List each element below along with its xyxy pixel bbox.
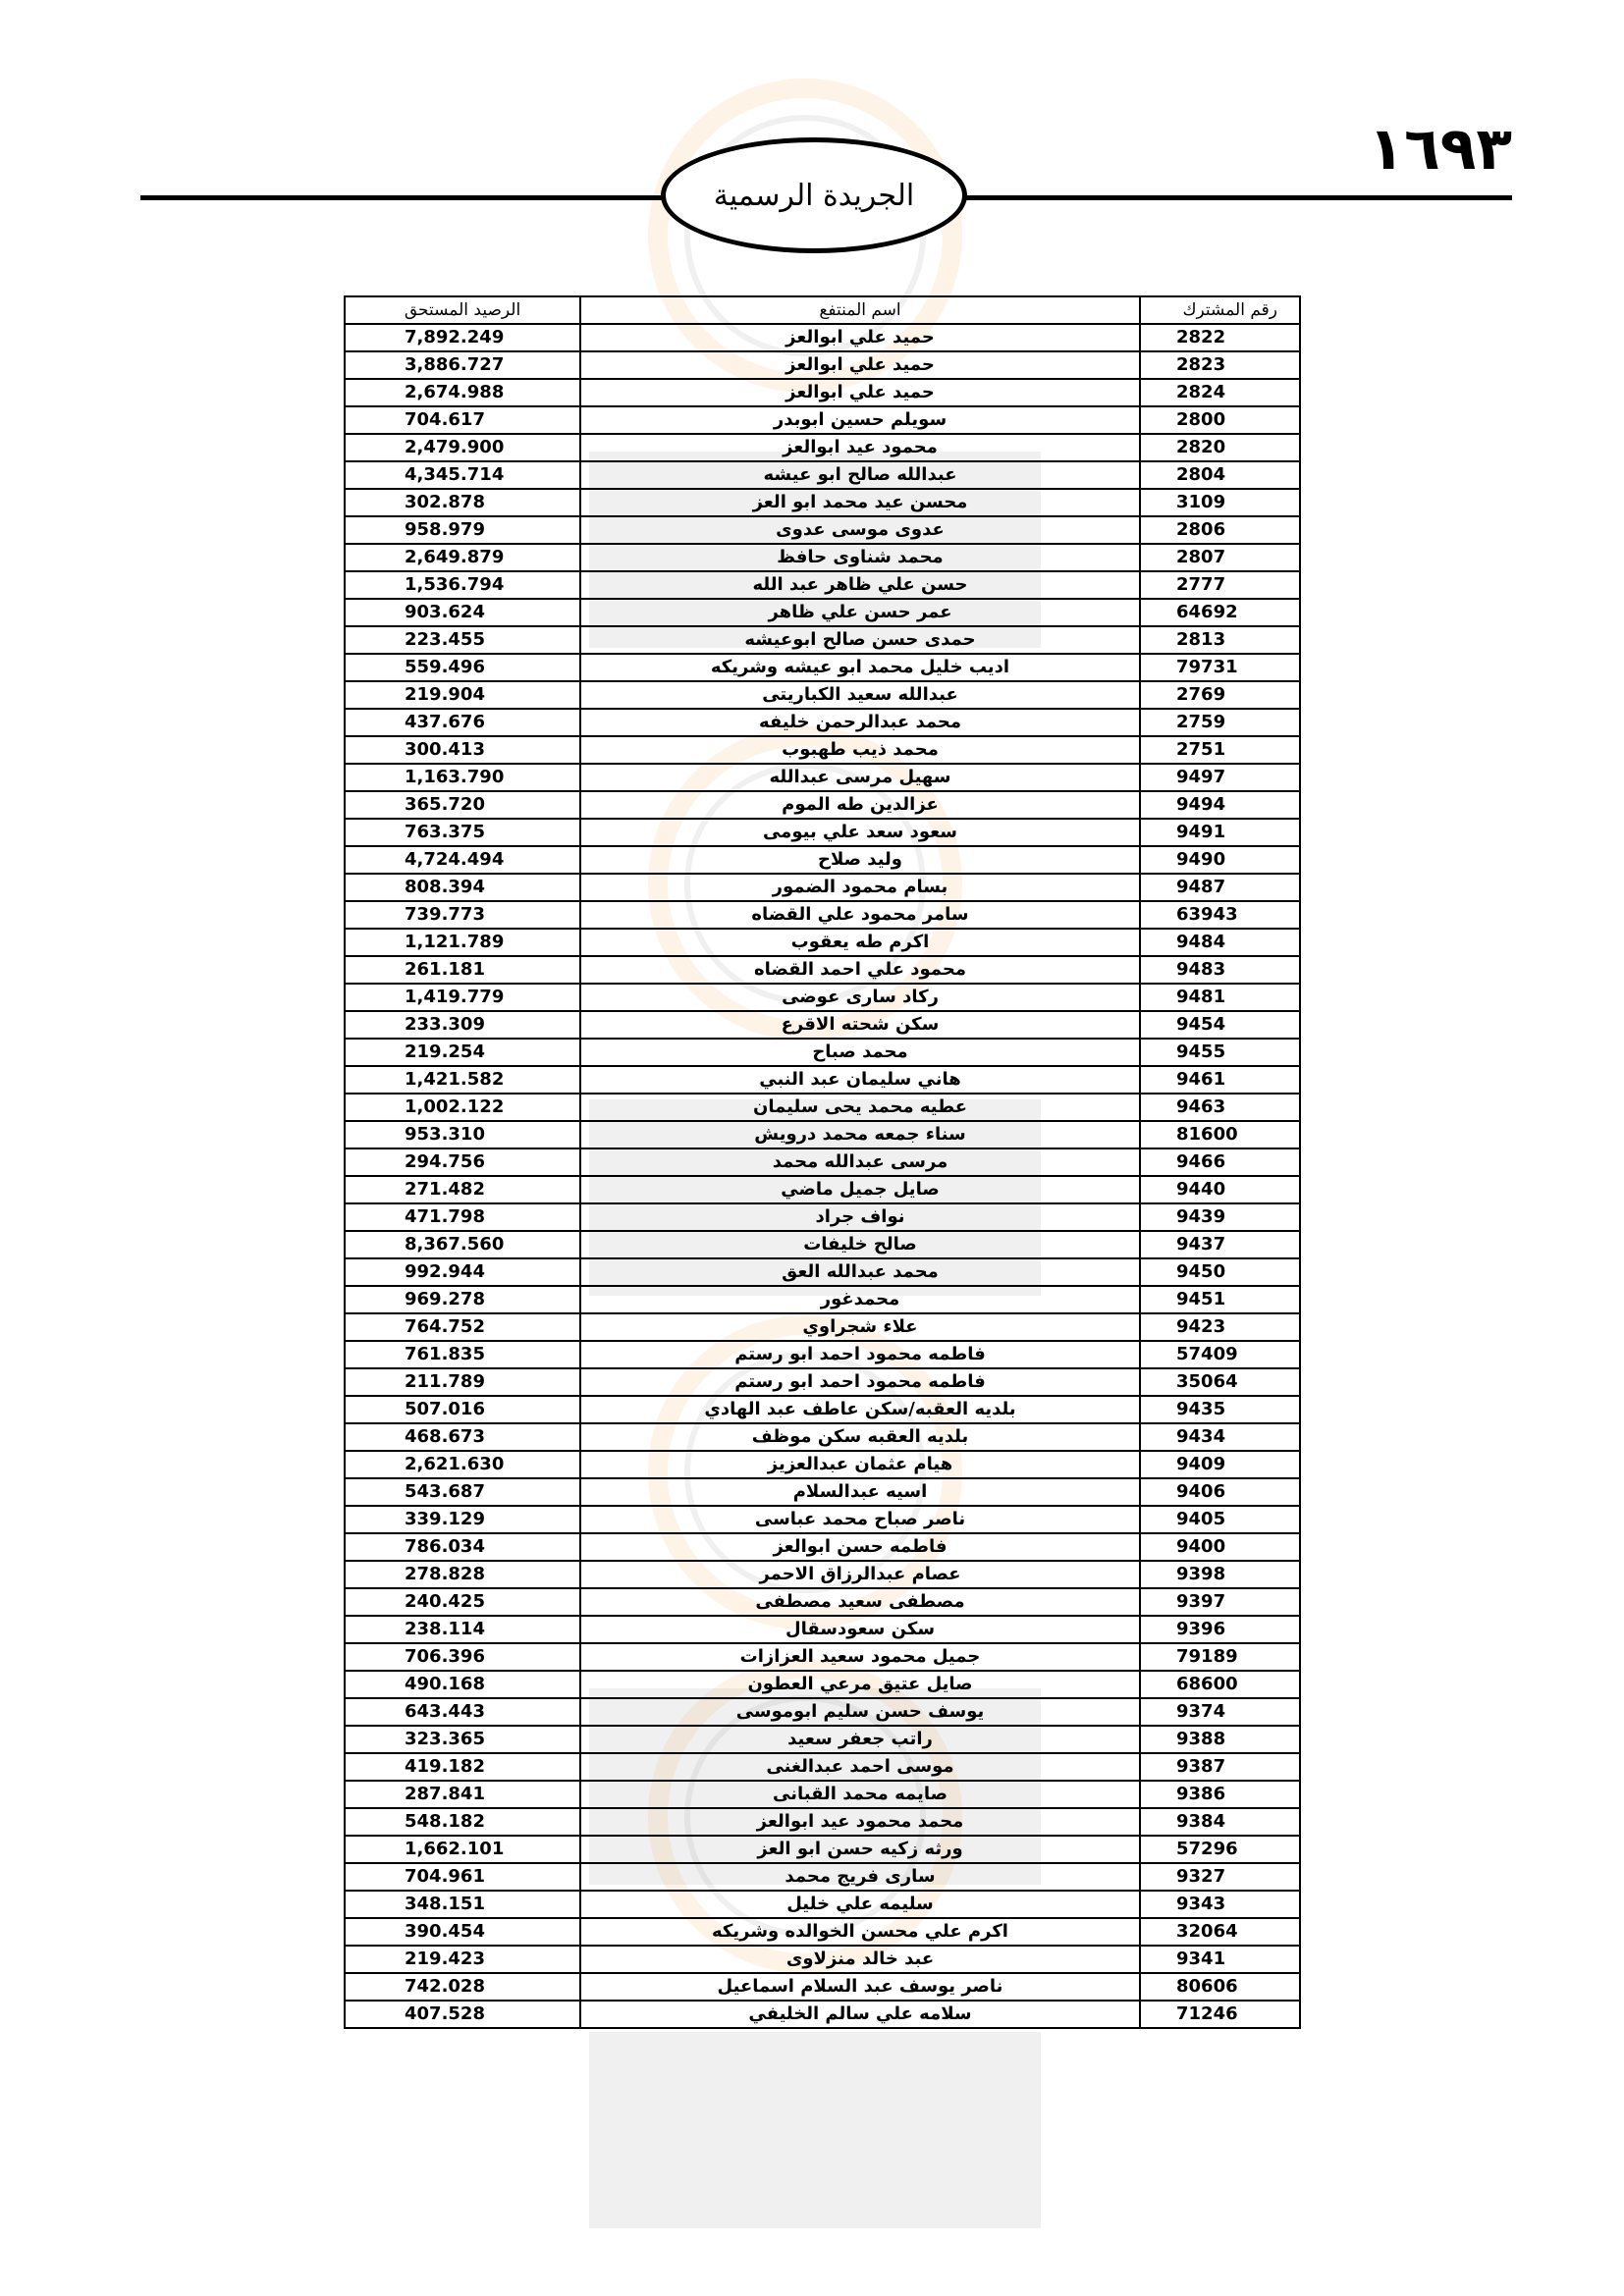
beneficiary-name-cell: عمر حسن علي ظاهر — [580, 599, 1140, 626]
beneficiary-name-cell: فاطمه محمود احمد ابو رستم — [580, 1341, 1140, 1368]
beneficiary-name-cell: صايمه محمد القبانى — [580, 1781, 1140, 1808]
account-number-cell: 9490 — [1140, 846, 1300, 874]
table-row — [345, 1286, 1300, 1313]
balance-cell: 1,536.794 — [345, 571, 580, 599]
table-row — [345, 1341, 1300, 1368]
balance-cell: 969.278 — [345, 1286, 580, 1313]
beneficiary-name-cell: عبدالله صالح ابو عيشه — [580, 461, 1140, 489]
beneficiary-name-cell: ورثه زكيه حسن ابو العز — [580, 1836, 1140, 1863]
beneficiary-name-cell: سامر محمود علي القضاه — [580, 901, 1140, 929]
table-row — [345, 1094, 1300, 1121]
beneficiary-name-cell: صايل جميل ماضي — [580, 1176, 1140, 1203]
table-row — [345, 1478, 1300, 1506]
table-body — [345, 324, 1300, 2028]
account-number-cell: 35064 — [1140, 1368, 1300, 1396]
table-row — [345, 1781, 1300, 1808]
table-row — [345, 1533, 1300, 1561]
account-number-cell: 9487 — [1140, 874, 1300, 901]
balance-cell: 468.673 — [345, 1423, 580, 1451]
balance-cell: 8,367.560 — [345, 1231, 580, 1258]
balance-cell: 7,892.249 — [345, 324, 580, 351]
beneficiary-name-cell: عصام عبدالرزاق الاحمر — [580, 1561, 1140, 1588]
balance-cell: 300.413 — [345, 736, 580, 764]
beneficiary-name-cell: حميد علي ابوالعز — [580, 379, 1140, 406]
beneficiary-name-cell: نواف جراد — [580, 1203, 1140, 1231]
balance-cell: 559.496 — [345, 654, 580, 681]
account-number-cell: 2822 — [1140, 324, 1300, 351]
table-row — [345, 2001, 1300, 2028]
beneficiary-name-cell: عدوى موسى عدوى — [580, 516, 1140, 544]
beneficiary-name-cell: جميل محمود سعيد العزازات — [580, 1643, 1140, 1671]
beneficiary-name-cell: موسى احمد عبدالغنى — [580, 1753, 1140, 1781]
account-number-cell: 9341 — [1140, 1946, 1300, 1973]
account-number-cell: 9484 — [1140, 929, 1300, 956]
table-row — [345, 1258, 1300, 1286]
table-row — [345, 874, 1300, 901]
account-number-cell: 2800 — [1140, 406, 1300, 434]
table-row — [345, 1616, 1300, 1643]
beneficiary-name-cell: محمد عبدالرحمن خليفه — [580, 709, 1140, 736]
account-number-cell: 9435 — [1140, 1396, 1300, 1423]
account-number-cell: 9440 — [1140, 1176, 1300, 1203]
account-number-cell: 2824 — [1140, 379, 1300, 406]
beneficiary-name-cell: ركاد سارى عوضى — [580, 984, 1140, 1011]
beneficiary-name-cell: حميد علي ابوالعز — [580, 324, 1140, 351]
beneficiary-name-cell: محسن عيد محمد ابو العز — [580, 489, 1140, 516]
beneficiary-name-cell: مصطفى سعيد مصطفى — [580, 1588, 1140, 1616]
table-row — [345, 571, 1300, 599]
balance-cell: 240.425 — [345, 1588, 580, 1616]
beneficiary-name-cell: بلديه العقبه/سكن عاطف عبد الهادي — [580, 1396, 1140, 1423]
beneficiary-name-cell: سلامه علي سالم الخليفي — [580, 2001, 1140, 2028]
account-number-cell: 3109 — [1140, 489, 1300, 516]
table-row — [345, 681, 1300, 709]
account-number-cell: 64692 — [1140, 599, 1300, 626]
beneficiary-name-cell: سويلم حسين ابوبدر — [580, 406, 1140, 434]
balance-cell: 390.454 — [345, 1918, 580, 1946]
account-number-cell: 2777 — [1140, 571, 1300, 599]
beneficiary-name-cell: فاطمه حسن ابوالعز — [580, 1533, 1140, 1561]
beneficiary-name-cell: وليد صلاح — [580, 846, 1140, 874]
beneficiary-name-cell: حمدى حسن صالح ابوعيشه — [580, 626, 1140, 654]
table-row — [345, 1066, 1300, 1094]
account-number-cell: 9374 — [1140, 1698, 1300, 1726]
table-row — [345, 984, 1300, 1011]
balance-cell: 643.443 — [345, 1698, 580, 1726]
account-number-cell: 2813 — [1140, 626, 1300, 654]
beneficiary-name-cell: صايل عتيق مرعي العطون — [580, 1671, 1140, 1698]
account-number-cell: 68600 — [1140, 1671, 1300, 1698]
account-number-cell: 9405 — [1140, 1506, 1300, 1533]
beneficiary-name-cell: سعود سعد علي بيومى — [580, 819, 1140, 846]
balance-cell: 543.687 — [345, 1478, 580, 1506]
balance-cell: 786.034 — [345, 1533, 580, 1561]
account-number-cell: 2751 — [1140, 736, 1300, 764]
account-number-cell: 9439 — [1140, 1203, 1300, 1231]
beneficiary-name-cell: محمدغور — [580, 1286, 1140, 1313]
balance-cell: 233.309 — [345, 1011, 580, 1039]
account-number-cell: 9494 — [1140, 791, 1300, 819]
beneficiary-name-cell: حميد علي ابوالعز — [580, 351, 1140, 379]
beneficiary-name-cell: عبد خالد منزلاوى — [580, 1946, 1140, 1973]
beneficiary-name-cell: اكرم علي محسن الخوالده وشريكه — [580, 1918, 1140, 1946]
beneficiary-name-cell: بسام محمود الضمور — [580, 874, 1140, 901]
balance-cell: 238.114 — [345, 1616, 580, 1643]
table-row — [345, 956, 1300, 984]
table-row — [345, 1836, 1300, 1863]
account-number-cell: 79731 — [1140, 654, 1300, 681]
balance-cell: 903.624 — [345, 599, 580, 626]
balance-cell: 294.756 — [345, 1148, 580, 1176]
table-row — [345, 516, 1300, 544]
account-number-cell: 79189 — [1140, 1643, 1300, 1671]
account-number-cell: 57296 — [1140, 1836, 1300, 1863]
table-row — [345, 764, 1300, 791]
table-row — [345, 1588, 1300, 1616]
beneficiary-name-cell: سكن شحته الاقرع — [580, 1011, 1140, 1039]
balance-cell: 419.182 — [345, 1753, 580, 1781]
balance-cell: 471.798 — [345, 1203, 580, 1231]
account-number-cell: 9387 — [1140, 1753, 1300, 1781]
beneficiary-name-cell: سناء جمعه محمد درويش — [580, 1121, 1140, 1148]
header-account-number: رقم المشترك — [1140, 296, 1300, 324]
account-number-cell: 9423 — [1140, 1313, 1300, 1341]
balance-cell: 2,674.988 — [345, 379, 580, 406]
account-number-cell: 9451 — [1140, 1286, 1300, 1313]
balance-cell: 339.129 — [345, 1506, 580, 1533]
table-row — [345, 846, 1300, 874]
table-row — [345, 1451, 1300, 1478]
account-number-cell: 9481 — [1140, 984, 1300, 1011]
beneficiary-name-cell: ناصر يوسف عبد السلام اسماعيل — [580, 1973, 1140, 2001]
balance-cell: 219.904 — [345, 681, 580, 709]
table-row — [345, 1313, 1300, 1341]
table-row — [345, 1368, 1300, 1396]
account-number-cell: 63943 — [1140, 901, 1300, 929]
balance-cell: 271.482 — [345, 1176, 580, 1203]
account-number-cell: 9406 — [1140, 1478, 1300, 1506]
table-row — [345, 544, 1300, 571]
table-row — [345, 1946, 1300, 1973]
balances-table — [344, 295, 1301, 2029]
account-number-cell: 9386 — [1140, 1781, 1300, 1808]
account-number-cell: 9384 — [1140, 1808, 1300, 1836]
table-row — [345, 489, 1300, 516]
table-row — [345, 1671, 1300, 1698]
balance-cell: 2,649.879 — [345, 544, 580, 571]
beneficiary-name-cell: سكن سعودسقال — [580, 1616, 1140, 1643]
table-row — [345, 1891, 1300, 1918]
balance-cell: 223.455 — [345, 626, 580, 654]
balance-cell: 4,724.494 — [345, 846, 580, 874]
beneficiary-name-cell: فاطمه محمود احمد ابو رستم — [580, 1368, 1140, 1396]
balance-cell: 992.944 — [345, 1258, 580, 1286]
table-row — [345, 929, 1300, 956]
balance-cell: 219.423 — [345, 1946, 580, 1973]
page-number: ١٦٩٣ — [1368, 115, 1512, 184]
balance-cell: 953.310 — [345, 1121, 580, 1148]
account-number-cell: 2759 — [1140, 709, 1300, 736]
beneficiary-name-cell: صالح خليفات — [580, 1231, 1140, 1258]
balance-cell: 763.375 — [345, 819, 580, 846]
balance-cell: 507.016 — [345, 1396, 580, 1423]
beneficiary-name-cell: سليمه علي خليل — [580, 1891, 1140, 1918]
table-row — [345, 1203, 1300, 1231]
balance-cell: 704.617 — [345, 406, 580, 434]
account-number-cell: 9466 — [1140, 1148, 1300, 1176]
beneficiary-name-cell: ناصر صباح محمد عباسى — [580, 1506, 1140, 1533]
beneficiary-name-cell: محمد شناوى حافظ — [580, 544, 1140, 571]
balance-cell: 490.168 — [345, 1671, 580, 1698]
account-number-cell: 9450 — [1140, 1258, 1300, 1286]
account-number-cell: 80606 — [1140, 1973, 1300, 2001]
table-row — [345, 324, 1300, 351]
account-number-cell: 57409 — [1140, 1341, 1300, 1368]
beneficiary-name-cell: محمود علي احمد القضاه — [580, 956, 1140, 984]
table-row — [345, 1148, 1300, 1176]
balance-cell: 3,886.727 — [345, 351, 580, 379]
balance-cell: 348.151 — [345, 1891, 580, 1918]
table-row — [345, 791, 1300, 819]
balance-cell: 808.394 — [345, 874, 580, 901]
table-row — [345, 1423, 1300, 1451]
gazette-title: الجريدة الرسمية — [713, 178, 915, 213]
table-header-row — [345, 296, 1300, 324]
account-number-cell: 9400 — [1140, 1533, 1300, 1561]
beneficiary-name-cell: اسيه عبدالسلام — [580, 1478, 1140, 1506]
balance-cell: 1,163.790 — [345, 764, 580, 791]
balance-cell: 706.396 — [345, 1643, 580, 1671]
table-row — [345, 1506, 1300, 1533]
account-number-cell: 9434 — [1140, 1423, 1300, 1451]
beneficiary-name-cell: محمد ذيب طهبوب — [580, 736, 1140, 764]
beneficiary-name-cell: عطيه محمد يحى سليمان — [580, 1094, 1140, 1121]
account-number-cell: 9409 — [1140, 1451, 1300, 1478]
account-number-cell: 9454 — [1140, 1011, 1300, 1039]
balance-cell: 287.841 — [345, 1781, 580, 1808]
balance-cell: 407.528 — [345, 2001, 580, 2028]
account-number-cell: 9437 — [1140, 1231, 1300, 1258]
balance-cell: 278.828 — [345, 1561, 580, 1588]
table-row — [345, 901, 1300, 929]
beneficiary-name-cell: علاء شجراوي — [580, 1313, 1140, 1341]
table-row — [345, 1698, 1300, 1726]
table-row — [345, 1561, 1300, 1588]
account-number-cell: 9396 — [1140, 1616, 1300, 1643]
table-row — [345, 406, 1300, 434]
balance-cell: 761.835 — [345, 1341, 580, 1368]
account-number-cell: 2823 — [1140, 351, 1300, 379]
account-number-cell: 2769 — [1140, 681, 1300, 709]
table-row — [345, 654, 1300, 681]
balance-cell: 365.720 — [345, 791, 580, 819]
account-number-cell: 9343 — [1140, 1891, 1300, 1918]
balance-cell: 764.752 — [345, 1313, 580, 1341]
table-row — [345, 1918, 1300, 1946]
balance-cell: 548.182 — [345, 1808, 580, 1836]
balance-cell: 302.878 — [345, 489, 580, 516]
beneficiary-name-cell: هاني سليمان عبد النبي — [580, 1066, 1140, 1094]
beneficiary-name-cell: اديب خليل محمد ابو عيشه وشريكه — [580, 654, 1140, 681]
table-row — [345, 1396, 1300, 1423]
balance-cell: 1,421.582 — [345, 1066, 580, 1094]
account-number-cell: 9398 — [1140, 1561, 1300, 1588]
account-number-cell: 9497 — [1140, 764, 1300, 791]
table-row — [345, 1011, 1300, 1039]
beneficiary-name-cell: هيام عثمان عبدالعزيز — [580, 1451, 1140, 1478]
balance-cell: 1,121.789 — [345, 929, 580, 956]
beneficiary-name-cell: محمد عبدالله العق — [580, 1258, 1140, 1286]
table-row — [345, 819, 1300, 846]
account-number-cell: 81600 — [1140, 1121, 1300, 1148]
balance-cell: 4,345.714 — [345, 461, 580, 489]
table-row — [345, 1121, 1300, 1148]
table-row — [345, 461, 1300, 489]
account-number-cell: 2807 — [1140, 544, 1300, 571]
account-number-cell: 9388 — [1140, 1726, 1300, 1753]
table-row — [345, 1231, 1300, 1258]
beneficiary-name-cell: سهيل مرسى عبدالله — [580, 764, 1140, 791]
table-row — [345, 351, 1300, 379]
balance-cell: 2,621.630 — [345, 1451, 580, 1478]
balance-cell: 261.181 — [345, 956, 580, 984]
account-number-cell: 9461 — [1140, 1066, 1300, 1094]
table-row — [345, 1643, 1300, 1671]
account-number-cell: 2806 — [1140, 516, 1300, 544]
beneficiary-name-cell: عبدالله سعيد الكباريتى — [580, 681, 1140, 709]
balance-cell: 739.773 — [345, 901, 580, 929]
balance-cell: 704.961 — [345, 1863, 580, 1891]
account-number-cell: 9455 — [1140, 1039, 1300, 1066]
beneficiary-name-cell: عزالدين طه الموم — [580, 791, 1140, 819]
beneficiary-name-cell: حسن علي ظاهر عبد الله — [580, 571, 1140, 599]
table-row — [345, 1039, 1300, 1066]
header-beneficiary-name: اسم المنتفع — [580, 296, 1140, 324]
beneficiary-name-cell: اكرم طه يعقوب — [580, 929, 1140, 956]
beneficiary-name-cell: راتب جعفر سعيد — [580, 1726, 1140, 1753]
account-number-cell: 71246 — [1140, 2001, 1300, 2028]
account-number-cell: 2820 — [1140, 434, 1300, 461]
beneficiary-name-cell: بلديه العقبه سكن موظف — [580, 1423, 1140, 1451]
table-row — [345, 379, 1300, 406]
table-row — [345, 1176, 1300, 1203]
balance-cell: 1,662.101 — [345, 1836, 580, 1863]
account-number-cell: 2804 — [1140, 461, 1300, 489]
table-row — [345, 1726, 1300, 1753]
beneficiary-name-cell: يوسف حسن سليم ابوموسى — [580, 1698, 1140, 1726]
account-number-cell: 9463 — [1140, 1094, 1300, 1121]
balance-cell: 742.028 — [345, 1973, 580, 2001]
account-number-cell: 9491 — [1140, 819, 1300, 846]
header-balance-due: الرصيد المستحق — [345, 296, 580, 324]
table-row — [345, 736, 1300, 764]
table-row — [345, 434, 1300, 461]
beneficiary-name-cell: محمد محمود عيد ابوالعز — [580, 1808, 1140, 1836]
table-row — [345, 599, 1300, 626]
balance-cell: 219.254 — [345, 1039, 580, 1066]
balance-cell: 1,419.779 — [345, 984, 580, 1011]
beneficiary-name-cell: محمود عيد ابوالعز — [580, 434, 1140, 461]
beneficiary-name-cell: محمد صباح — [580, 1039, 1140, 1066]
table-row — [345, 1863, 1300, 1891]
beneficiary-name-cell: سارى فريج محمد — [580, 1863, 1140, 1891]
gazette-title-oval — [661, 137, 967, 253]
table-row — [345, 1753, 1300, 1781]
account-number-cell: 9327 — [1140, 1863, 1300, 1891]
table-row — [345, 1973, 1300, 2001]
account-number-cell: 9397 — [1140, 1588, 1300, 1616]
balance-cell: 1,002.122 — [345, 1094, 580, 1121]
balance-cell: 437.676 — [345, 709, 580, 736]
balance-cell: 2,479.900 — [345, 434, 580, 461]
balance-cell: 323.365 — [345, 1726, 580, 1753]
balance-cell: 211.789 — [345, 1368, 580, 1396]
table-row — [345, 626, 1300, 654]
account-number-cell: 32064 — [1140, 1918, 1300, 1946]
balance-cell: 958.979 — [345, 516, 580, 544]
table-row — [345, 1808, 1300, 1836]
account-number-cell: 9483 — [1140, 956, 1300, 984]
beneficiary-name-cell: مرسى عبدالله محمد — [580, 1148, 1140, 1176]
table-row — [345, 709, 1300, 736]
